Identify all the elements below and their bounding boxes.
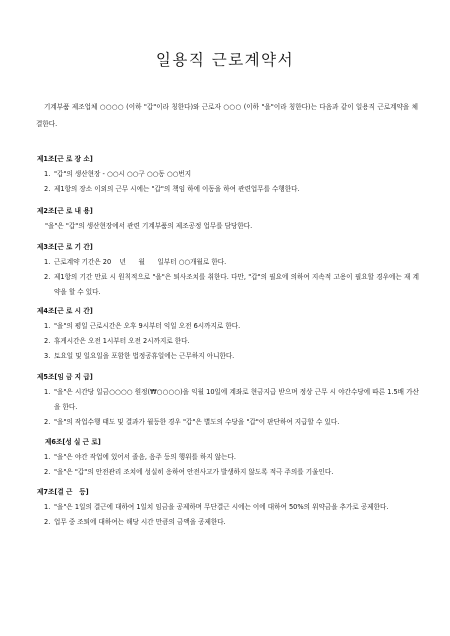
article-2-text: "을"은 "갑"의 생산현장에서 관련 기계부품의 제조공정 업무를 담당한다. — [45, 222, 253, 230]
list-item — [37, 465, 419, 480]
item-number: 1. — [44, 503, 51, 511]
item-text: "을"은 야간 작업에 있어서 졸음, 음주 등의 행위를 하지 않는다. — [54, 453, 236, 461]
item-text: "을"의 평일 근로시간은 오후 9시부터 익일 오전 6시까지로 한다. — [54, 322, 241, 330]
list-item — [37, 450, 419, 465]
item-text: "갑"의 생산현장 - ○○시 ○○구 ○○동 ○○번지 — [54, 170, 192, 178]
article-5 — [37, 372, 419, 430]
item-text: "을"은 "갑"의 안전관리 조치에 성실히 응하여 안전사고가 발생하지 않도록 적극 주의를 기울인다. — [54, 468, 334, 476]
item-text: "을"은 1일의 결근에 대하여 1일치 임금을 공제하며 무단결근 시에는 이에 대하여 50%의 위약금을 추가로 공제한다. — [54, 503, 389, 511]
article-2 — [37, 206, 419, 234]
item-number: 2. — [44, 185, 51, 193]
item-number: 1. — [44, 170, 51, 178]
list-item — [37, 182, 419, 197]
list-item — [37, 385, 419, 415]
item-text: 업무 중 조퇴에 대하여는 해당 시간 만큼의 금액을 공제한다. — [54, 518, 226, 526]
item-number: 2. — [44, 518, 51, 526]
item-text: "을"의 작업수행 태도 및 결과가 월등한 경우 "갑"은 별도의 수당을 "갑"이 판단하여 지급할 수 있다. — [54, 418, 340, 426]
article-2-title: 제2조[근 로 내 용] — [37, 207, 93, 215]
article-4 — [37, 306, 419, 364]
document-title: 일용직 근로계약서 — [155, 51, 295, 69]
list-item — [37, 515, 419, 530]
list-item — [37, 500, 419, 515]
item-text: 휴게시간은 오전 1시부터 오전 2시까지로 한다. — [54, 337, 190, 345]
item-number: 2. — [44, 337, 51, 345]
item-number: 3. — [44, 352, 51, 360]
list-item — [37, 349, 419, 364]
item-number: 2. — [44, 273, 51, 281]
intro-paragraph: 기계부품 제조업체 ○○○○ (이하 "갑"이라 칭한다)와 근로자 ○○○ (이하 "을"이라 칭한다)는 다음과 같이 일용직 근로계약을 체결한다. — [36, 103, 418, 128]
article-5-title: 제5조[임 금 지 급] — [37, 373, 93, 381]
item-text: "을"은 시간당 일금○○○○ 원정(₩○○○○)을 익월 10일에 계좌로 현금지급 받으며 정상 근무 시 야간수당에 따른 1.5배 가산을 한다. — [54, 388, 419, 411]
article-3 — [37, 242, 419, 300]
article-6 — [37, 437, 419, 480]
article-7-title: 제7조[결 근 등] — [37, 488, 89, 496]
item-number: 2. — [44, 468, 51, 476]
list-item — [37, 319, 419, 334]
article-4-title: 제4조[근 로 시 간] — [37, 307, 93, 315]
article-7 — [37, 487, 419, 530]
item-text: 제1항의 기간 만료 시 원칙적으로 "을"은 퇴사조치를 취한다. 다만, "갑"의 필요에 의하여 지속적 고용이 필요할 경우에는 재 계약을 할 수 있다. — [54, 273, 419, 296]
item-text: 근로계약 기간은 20 년 월 일부터 ○○개월로 한다. — [54, 258, 227, 266]
article-3-title: 제3조[근 로 기 간] — [37, 243, 93, 251]
item-number: 1. — [44, 322, 51, 330]
item-number: 1. — [44, 453, 51, 461]
list-item — [37, 255, 419, 270]
item-number: 1. — [44, 258, 51, 266]
article-6-title: 제6조[성 실 근 로] — [45, 438, 101, 446]
list-item — [37, 270, 419, 300]
item-text: 제1항의 장소 이외의 근무 시에는 "갑"의 책임 하에 이동을 하여 관련업무를 수행한다. — [54, 185, 300, 193]
list-item — [37, 167, 419, 182]
item-number: 1. — [44, 388, 51, 396]
article-1-title: 제1조[근 로 장 소] — [37, 155, 93, 163]
list-item — [37, 334, 419, 349]
item-number: 2. — [44, 418, 51, 426]
item-text: 토요일 및 일요일을 포함한 법정공휴일에는 근무하지 아니한다. — [54, 352, 235, 360]
article-1 — [37, 154, 419, 197]
list-item — [37, 415, 419, 430]
